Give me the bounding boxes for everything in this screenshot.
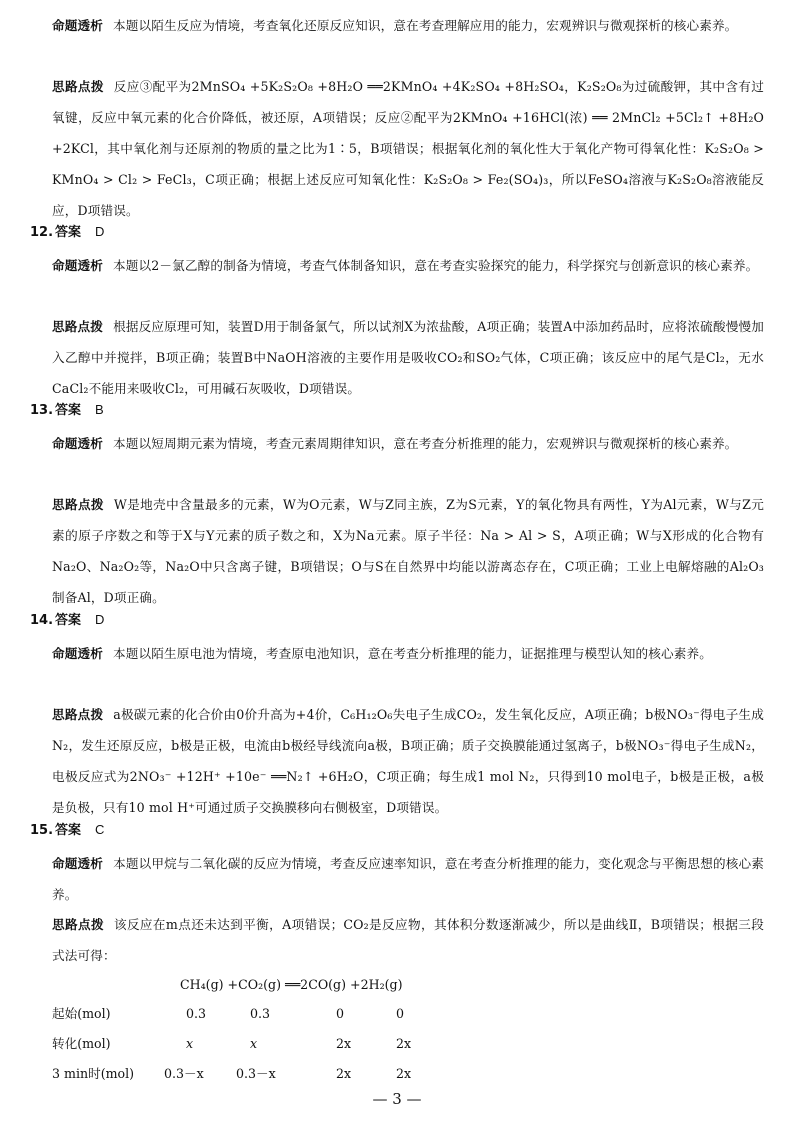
table-cell: 起始(mol) — [52, 1006, 111, 1021]
q12-silu-label: 思路点拨 — [52, 319, 104, 334]
q12-answer-line — [30, 222, 104, 243]
q14-mingti-paragraph — [52, 638, 764, 669]
q11-silu-paragraph — [52, 71, 764, 226]
table-cell: x — [186, 1036, 194, 1051]
q12-mingti-text: 本题以2－氯乙醇的制备为情境，考查气体制备知识，意在考查实验探究的能力，科学探究与创新意识的核心素养。 — [112, 258, 759, 273]
table-cell: 0.3 — [186, 1006, 207, 1021]
q14-mingti-text: 本题以陌生原电池为情境，考查原电池知识，意在考查分析推理的能力，证据推理与模型认知的核心素养。 — [112, 646, 712, 661]
q12-answer-label: 答案 — [55, 225, 82, 240]
q12-answer-value: D — [95, 224, 105, 239]
q14-answer-line — [30, 610, 104, 631]
table-cell: 2x — [396, 1036, 412, 1051]
q13-number: 13. — [30, 403, 54, 418]
q15-answer-label: 答案 — [55, 823, 82, 838]
q15-silu-paragraph — [52, 909, 764, 971]
q13-answer-line — [30, 400, 104, 421]
table-cell: 0 — [396, 1006, 405, 1021]
q14-number: 14. — [30, 613, 54, 628]
table-cell: 0 — [336, 1006, 345, 1021]
q11-mingti-label: 命题透析 — [52, 18, 103, 33]
q15-table-row-initial — [52, 1004, 452, 1024]
q12-number: 12. — [30, 225, 54, 240]
q14-silu-label: 思路点拨 — [52, 707, 104, 722]
q15-answer-value: C — [95, 822, 105, 837]
q13-mingti-label: 命题透析 — [52, 436, 103, 451]
table-cell: 0.3－x — [164, 1066, 204, 1081]
table-cell: 转化(mol) — [52, 1036, 111, 1051]
q12-silu-paragraph — [52, 311, 764, 404]
table-cell: 2x — [336, 1036, 352, 1051]
table-cell: 0.3 — [250, 1006, 271, 1021]
table-cell: 0.3－x — [236, 1066, 276, 1081]
q15-mingti-text: 本题以甲烷与二氧化碳的反应为情境，考查反应速率知识，意在考查分析推理的能力，变化观念与平衡思想的核心素养。 — [52, 856, 764, 902]
q14-silu-text: a极碳元素的化合价由0价升高为+4价，C₆H₁₂O₆失电子生成CO₂，发生氧化反应，A项正确；b极NO₃⁻得电子生成N₂，发生还原反应，b极是正极，电流由b极经导线流向a极，B项正确；质子交换膜能通过氢离子，b极NO₃⁻得电子生成N₂，电极反应式为2NO₃⁻ +12H⁺ +10e⁻ ══N₂↑ +6H₂O，C项正确；每生成1 mol N₂，只得到10 mol电子，b极是正极，a极是负极，只有10 mol H⁺可通过质子交换膜移向右侧极室，D项错误。 — [52, 707, 764, 815]
q15-answer-line — [30, 820, 104, 841]
q11-mingti-text: 本题以陌生反应为情境，考查氧化还原反应知识，意在考查理解应用的能力，宏观辨识与微观探析的核心素养。 — [112, 18, 738, 33]
q12-mingti-paragraph — [52, 250, 764, 281]
page-number: — 3 — — [372, 1090, 422, 1108]
q13-silu-text: W是地壳中含量最多的元素，W为O元素，W与Z同主族，Z为S元素，Y的氧化物具有两性，Y为Al元素，W与Z元素的原子序数之和等于X与Y元素的质子数之和，X为Na元素。原子半径：Na > Al > S，A项正确；W与X形成的化合物有Na₂O、Na₂O₂等，Na₂O中只含离子键，B项错误；O与S在自然界中均能以游离态存在，C项正确；工业上电解熔融的Al₂O₃制备Al，D项正确。 — [52, 497, 764, 605]
table-cell: 2x — [396, 1066, 412, 1081]
q11-silu-text: 反应③配平为2MnSO₄ +5K₂S₂O₈ +8H₂O ══2KMnO₄ +4K₂SO₄ +8H₂SO₄，K₂S₂O₈为过硫酸钾，其中含有过氧键，反应中氧元素的化合价降低，被还原，A项错误；反应②配平为2KMnO₄ +16HCl(浓) ══ 2MnCl₂ +5Cl₂↑ +8H₂O +2KCl，其中氧化剂与还原剂的物质的量之比为1∶5，B项错误；根据氧化剂的氧化性大于氧化产物可得氧化性：K₂S₂O₈ > KMnO₄ > Cl₂ > FeCl₃，C项正确；根据上述反应可知氧化性：K₂S₂O₈ > Fe₂(SO₄)₃，所以FeSO₄溶液与K₂S₂O₈溶液能反应，D项错误。 — [52, 79, 764, 218]
q14-mingti-label: 命题透析 — [52, 646, 103, 661]
q14-answer-value: D — [95, 612, 105, 627]
table-cell: x — [250, 1036, 258, 1051]
q13-silu-paragraph — [52, 489, 764, 613]
q14-answer-label: 答案 — [55, 613, 82, 628]
q13-mingti-paragraph — [52, 428, 764, 459]
q13-mingti-text: 本题以短周期元素为情境，考查元素周期律知识，意在考查分析推理的能力，宏观辨识与微观探析的核心素养。 — [112, 436, 738, 451]
q13-answer-label: 答案 — [55, 403, 82, 418]
q15-silu-text: 该反应在m点还未达到平衡，A项错误；CO₂是反应物，其体积分数逐渐减少，所以是曲线Ⅱ，B项错误；根据三段式法可得： — [52, 917, 764, 963]
q11-mingti-paragraph — [52, 10, 764, 41]
q15-table-row-change — [52, 1034, 452, 1054]
q13-answer-value: B — [95, 402, 104, 417]
q15-reaction-equation: CH₄(g) +CO₂(g) ══2CO(g) +2H₂(g) — [180, 977, 403, 992]
q15-silu-label: 思路点拨 — [52, 917, 104, 932]
q13-silu-label: 思路点拨 — [52, 497, 104, 512]
table-cell: 3 min时(mol) — [52, 1066, 135, 1081]
q15-mingti-paragraph — [52, 848, 764, 910]
q15-table-row-3min — [52, 1064, 452, 1084]
q12-silu-text: 根据反应原理可知，装置D用于制备氯气，所以试剂X为浓盐酸，A项正确；装置A中添加药品时，应将浓硫酸慢慢加入乙醇中并搅拌，B项正确；装置B中NaOH溶液的主要作用是吸收CO₂和SO₂气体，C项正确；该反应中的尾气是Cl₂，无水CaCl₂不能用来吸收Cl₂，可用碱石灰吸收，D项错误。 — [52, 319, 764, 396]
q14-silu-paragraph — [52, 699, 764, 823]
table-cell: 2x — [336, 1066, 352, 1081]
q11-silu-label: 思路点拨 — [52, 79, 104, 94]
q15-mingti-label: 命题透析 — [52, 856, 104, 871]
q15-number: 15. — [30, 823, 54, 838]
q12-mingti-label: 命题透析 — [52, 258, 103, 273]
